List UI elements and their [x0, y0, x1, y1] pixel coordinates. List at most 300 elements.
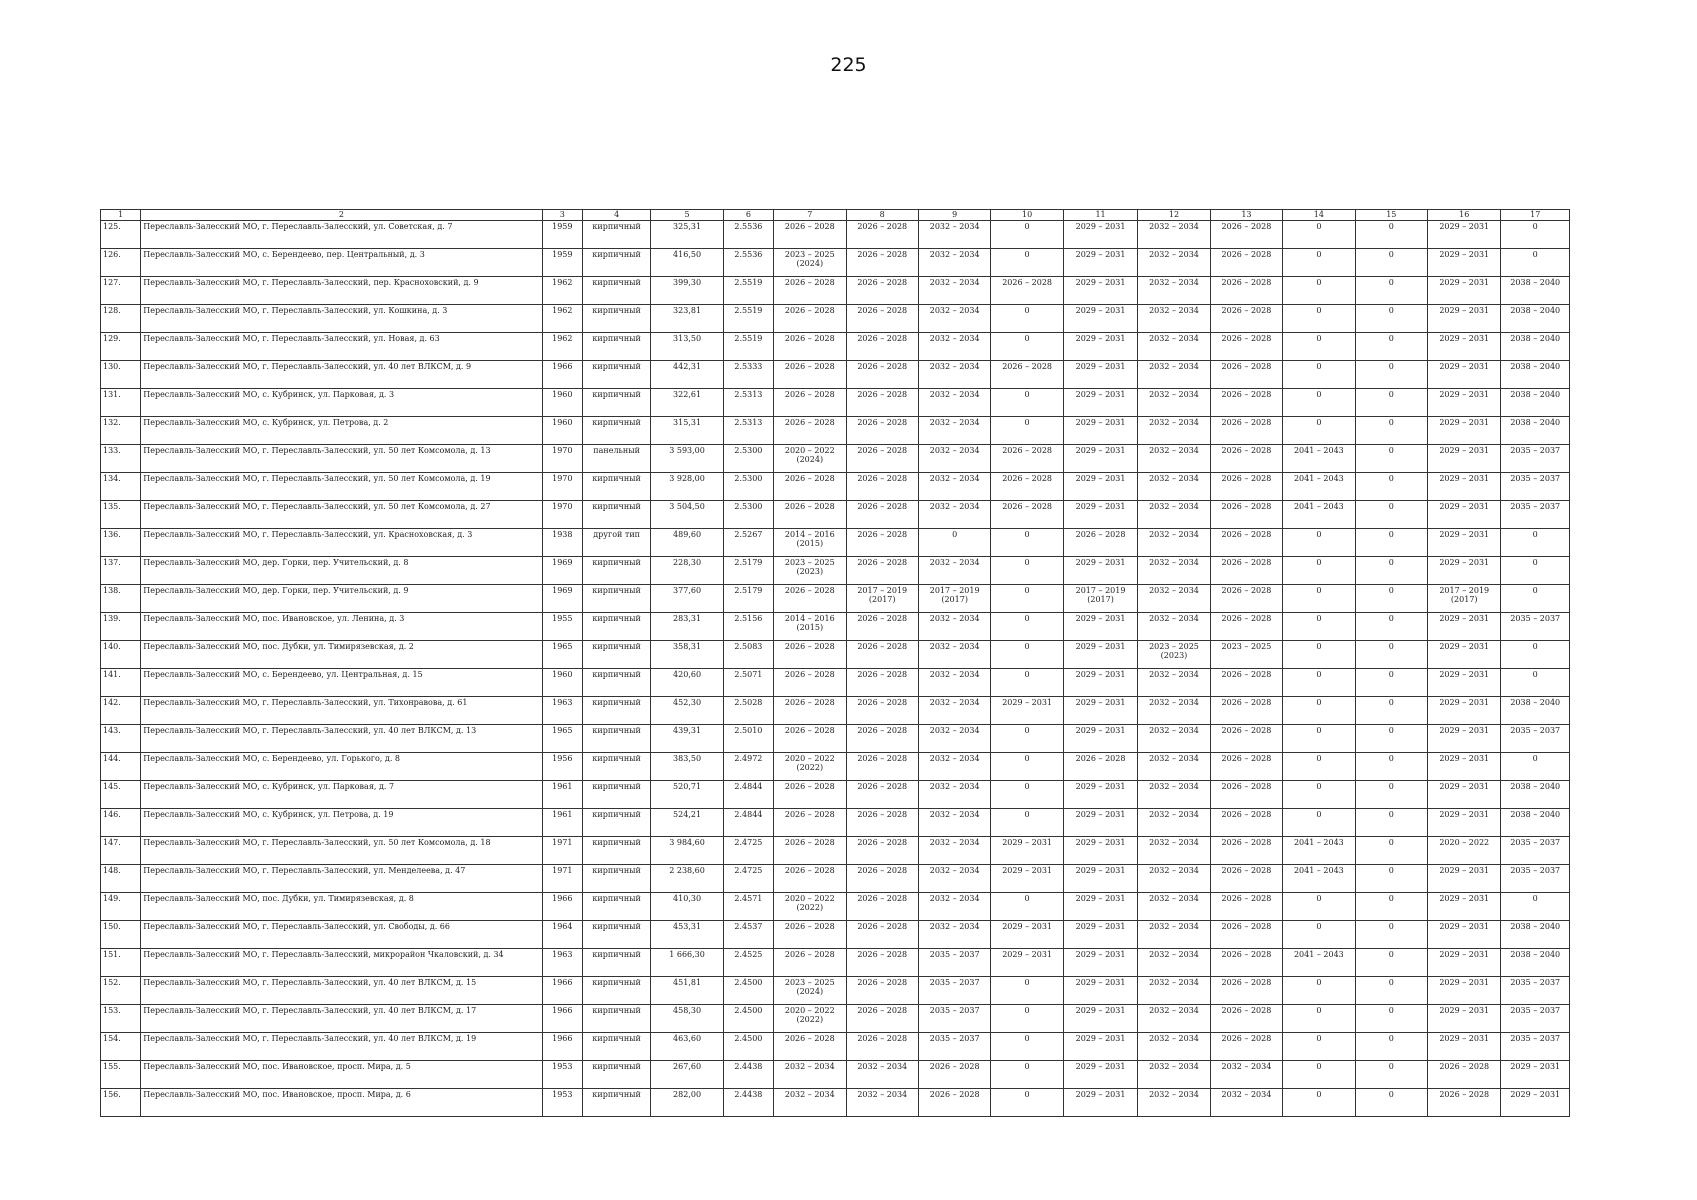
table-cell: 2035 – 2037 [1501, 725, 1570, 753]
table-cell: 2032 – 2034 [1138, 837, 1210, 865]
table-cell: кирпичный [582, 389, 650, 417]
actual-year-text: (2024) [796, 455, 824, 465]
table-cell: 2026 – 2028 [774, 221, 846, 249]
table-cell: 0 [991, 893, 1063, 921]
row-number-cell: 125. [101, 221, 141, 249]
table-cell: 2032 – 2034 [1138, 333, 1210, 361]
address-cell: Переславль-Залесский МО, г. Переславль-Залесский, пер. Красноховский, д. 9 [141, 277, 542, 305]
period-text: 2017 – 2019 [1439, 586, 1490, 595]
address-cell: Переславль-Залесский МО, пос. Ивановское, просп. Мира, д. 6 [141, 1089, 542, 1117]
table-cell: 2026 – 2028 [1210, 893, 1282, 921]
table-cell: 2026 – 2028 [774, 781, 846, 809]
table-cell: 1 666,30 [651, 949, 723, 977]
table-cell: 2026 – 2028 [846, 921, 918, 949]
table-cell: 2026 – 2028 [774, 641, 846, 669]
table-cell: 2029 – 2031 [1428, 893, 1501, 921]
table-cell: 2035 – 2037 [1501, 613, 1570, 641]
row-number-cell: 154. [101, 1033, 141, 1061]
table-cell: кирпичный [582, 781, 650, 809]
table-cell: 2041 – 2043 [1283, 473, 1355, 501]
row-number-cell: 134. [101, 473, 141, 501]
table-row [101, 417, 1570, 445]
table-cell: 2026 – 2028 [1210, 249, 1282, 277]
actual-year-text: (2017) [868, 595, 896, 605]
table-cell: 2026 – 2028 [1210, 445, 1282, 473]
address-cell: Переславль-Залесский МО, с. Кубринск, ул. Петрова, д. 2 [141, 417, 542, 445]
table-cell: 2032 – 2034 [1138, 1005, 1210, 1033]
table-cell: 1956 [542, 753, 582, 781]
table-cell: 2026 – 2028 [991, 361, 1063, 389]
address-cell: Переславль-Залесский МО, г. Переславль-Залесский, микрорайон Чкаловский, д. 34 [141, 949, 542, 977]
table-cell: 2026 – 2028 [1063, 529, 1137, 557]
table-cell: 2026 – 2028 [846, 557, 918, 585]
table-row [101, 781, 1570, 809]
table-cell: 2038 – 2040 [1501, 809, 1570, 837]
table-cell: 2032 – 2034 [918, 837, 990, 865]
table-cell: 2.5536 [723, 221, 773, 249]
table-cell: 0 [1283, 725, 1355, 753]
table-row [101, 725, 1570, 753]
table-cell: 524,21 [651, 809, 723, 837]
table-cell: кирпичный [582, 753, 650, 781]
table-cell: 0 [1355, 809, 1427, 837]
table-cell: 2032 – 2034 [774, 1061, 846, 1089]
table-cell: 1966 [542, 1005, 582, 1033]
table-cell: 2029 – 2031 [1063, 305, 1137, 333]
row-number-cell: 152. [101, 977, 141, 1005]
table-cell: 2026 – 2028 [1210, 809, 1282, 837]
table-cell: 2026 – 2028 [846, 417, 918, 445]
column-header-2: 2 [141, 210, 542, 221]
table-cell: 1962 [542, 277, 582, 305]
table-cell: 0 [1355, 1033, 1427, 1061]
table-cell: 0 [1283, 277, 1355, 305]
table-cell: 2032 – 2034 [1138, 1033, 1210, 1061]
actual-year-text: (2024) [796, 259, 824, 269]
table-row [101, 949, 1570, 977]
table-cell: 2026 – 2028 [774, 389, 846, 417]
table-cell: 2029 – 2031 [1063, 277, 1137, 305]
table-cell: 2026 – 2028 [1210, 221, 1282, 249]
table-cell: 2029 – 2031 [991, 949, 1063, 977]
table-cell: 2026 – 2028 [846, 837, 918, 865]
table-cell: 3 928,00 [651, 473, 723, 501]
table-cell: 2026 – 2028 [846, 221, 918, 249]
table-cell: 0 [991, 557, 1063, 585]
table-cell: 2035 – 2037 [1501, 501, 1570, 529]
table-cell: 2029 – 2031 [1063, 1089, 1137, 1117]
row-number-cell: 142. [101, 697, 141, 725]
table-cell: 1970 [542, 501, 582, 529]
table-cell: 2026 – 2028 [846, 781, 918, 809]
table-cell: 2.4537 [723, 921, 773, 949]
table-cell: 2029 – 2031 [1063, 221, 1137, 249]
table-row [101, 249, 1570, 277]
table-cell: 2032 – 2034 [918, 809, 990, 837]
table-row [101, 389, 1570, 417]
table-cell: 2041 – 2043 [1283, 837, 1355, 865]
table-cell: 0 [1355, 697, 1427, 725]
table-row [101, 753, 1570, 781]
table-cell: 2032 – 2034 [1138, 585, 1210, 613]
row-number-cell: 148. [101, 865, 141, 893]
table-row [101, 977, 1570, 1005]
table-row [101, 1089, 1570, 1117]
table-cell: 0 [1501, 221, 1570, 249]
table-cell: 2.5179 [723, 557, 773, 585]
table-cell: 2029 – 2031 [1428, 417, 1501, 445]
table-cell: 2032 – 2034 [918, 221, 990, 249]
table-cell: 2026 – 2028 [774, 669, 846, 697]
table-cell: панельный [582, 445, 650, 473]
table-cell: 451,81 [651, 977, 723, 1005]
table-cell: 2035 – 2037 [1501, 1005, 1570, 1033]
table-cell: 0 [991, 305, 1063, 333]
table-cell: 2026 – 2028 [846, 529, 918, 557]
table-cell: кирпичный [582, 249, 650, 277]
table-cell: 0 [1355, 361, 1427, 389]
actual-year-text: (2023) [796, 567, 824, 577]
table-cell: 2026 – 2028 [991, 277, 1063, 305]
table-cell: 0 [1283, 781, 1355, 809]
table-row [101, 221, 1570, 249]
table-cell: 0 [1501, 641, 1570, 669]
table-cell: 2035 – 2037 [918, 1033, 990, 1061]
table-cell: 2032 – 2034 [1138, 417, 1210, 445]
table-cell: 2029 – 2031 [1428, 333, 1501, 361]
table-cell: 1965 [542, 725, 582, 753]
table-cell: 0 [1355, 221, 1427, 249]
address-cell: Переславль-Залесский МО, с. Кубринск, ул. Парковая, д. 3 [141, 389, 542, 417]
table-cell [774, 557, 846, 585]
table-row [101, 305, 1570, 333]
table-cell: 2029 – 2031 [1428, 977, 1501, 1005]
address-cell: Переславль-Залесский МО, пос. Дубки, ул. Тимирязевская, д. 8 [141, 893, 542, 921]
table-cell: 2038 – 2040 [1501, 361, 1570, 389]
row-number-cell: 136. [101, 529, 141, 557]
actual-year-text: (2022) [796, 903, 824, 913]
table-cell [774, 893, 846, 921]
actual-year-text: (2024) [796, 987, 824, 997]
table-row [101, 557, 1570, 585]
table-cell: 2026 – 2028 [1210, 837, 1282, 865]
table-cell: 2029 – 2031 [1063, 361, 1137, 389]
address-cell: Переславль-Залесский МО, с. Берендеево, ул. Центральная, д. 15 [141, 669, 542, 697]
table-cell: 3 984,60 [651, 837, 723, 865]
table-cell [918, 585, 990, 613]
table-cell: 2026 – 2028 [774, 305, 846, 333]
actual-year-text: (2017) [1450, 595, 1478, 605]
table-cell: 0 [918, 529, 990, 557]
table-cell: 2032 – 2034 [1138, 445, 1210, 473]
table-cell: 0 [991, 725, 1063, 753]
table-cell: 2026 – 2028 [1210, 725, 1282, 753]
address-cell: Переславль-Залесский МО, г. Переславль-Залесский, ул. 50 лет Комсомола, д. 19 [141, 473, 542, 501]
table-cell: 1969 [542, 557, 582, 585]
table-cell: кирпичный [582, 613, 650, 641]
table-cell: 410,30 [651, 893, 723, 921]
table-cell: 2.4500 [723, 977, 773, 1005]
table-cell: 453,31 [651, 921, 723, 949]
table-cell: 2020 – 2022 [1428, 837, 1501, 865]
table-cell: 2026 – 2028 [846, 641, 918, 669]
table-cell: 2032 – 2034 [918, 501, 990, 529]
address-cell: Переславль-Залесский МО, г. Переславль-Залесский, ул. 40 лет ВЛКСМ, д. 17 [141, 1005, 542, 1033]
actual-year-text: (2023) [1160, 651, 1188, 661]
period-text: 2014 – 2016 [784, 614, 835, 623]
table-cell: 2029 – 2031 [1428, 697, 1501, 725]
table-cell: 2035 – 2037 [918, 1005, 990, 1033]
table-cell: 0 [1501, 585, 1570, 613]
table-cell: 2029 – 2031 [1501, 1089, 1570, 1117]
table-cell: 2.4844 [723, 809, 773, 837]
table-cell [774, 1005, 846, 1033]
table-cell: 2035 – 2037 [1501, 977, 1570, 1005]
table-cell: 2026 – 2028 [1210, 697, 1282, 725]
table-cell: кирпичный [582, 557, 650, 585]
table-cell: 2032 – 2034 [1138, 361, 1210, 389]
table-cell: 2026 – 2028 [774, 361, 846, 389]
table-cell: 2038 – 2040 [1501, 333, 1570, 361]
table-cell: 1959 [542, 249, 582, 277]
table-cell: 439,31 [651, 725, 723, 753]
table-cell: 2029 – 2031 [1063, 473, 1137, 501]
table-cell: 2032 – 2034 [1138, 949, 1210, 977]
table-cell: 2026 – 2028 [991, 501, 1063, 529]
page-number: 225 [830, 54, 867, 76]
table-cell: 2029 – 2031 [1063, 669, 1137, 697]
table-cell: кирпичный [582, 697, 650, 725]
row-number-cell: 133. [101, 445, 141, 473]
table-cell: 2026 – 2028 [846, 725, 918, 753]
table-cell: 383,50 [651, 753, 723, 781]
period-text: 2020 – 2022 [784, 446, 835, 455]
table-cell: 458,30 [651, 1005, 723, 1033]
period-text: 2023 – 2025 [784, 250, 835, 259]
table-cell: кирпичный [582, 333, 650, 361]
table-cell: 2029 – 2031 [1428, 949, 1501, 977]
table-cell: 2032 – 2034 [1138, 277, 1210, 305]
table-cell: 2026 – 2028 [1210, 557, 1282, 585]
column-header-7: 7 [774, 210, 846, 221]
table-cell [1138, 641, 1210, 669]
table-row [101, 585, 1570, 613]
table-cell: 0 [1501, 893, 1570, 921]
table-cell: 1953 [542, 1061, 582, 1089]
table-cell: 2032 – 2034 [1138, 809, 1210, 837]
table-cell: 1971 [542, 837, 582, 865]
table-cell: 0 [1355, 921, 1427, 949]
column-header-8: 8 [846, 210, 918, 221]
table-cell: 2032 – 2034 [1138, 865, 1210, 893]
column-header-15: 15 [1355, 210, 1427, 221]
table-cell: 2026 – 2028 [774, 1033, 846, 1061]
table-cell [774, 445, 846, 473]
table-cell: 2029 – 2031 [1428, 753, 1501, 781]
table-row [101, 613, 1570, 641]
table-cell: 2035 – 2037 [1501, 1033, 1570, 1061]
table-cell: 2032 – 2034 [1138, 221, 1210, 249]
period-text: 2020 – 2022 [784, 894, 835, 903]
table-cell: 2026 – 2028 [774, 865, 846, 893]
table-cell: 2.4438 [723, 1089, 773, 1117]
table-cell: 2026 – 2028 [774, 277, 846, 305]
table-cell: 2.5267 [723, 529, 773, 557]
column-header-4: 4 [582, 210, 650, 221]
table-cell: 2032 – 2034 [1138, 249, 1210, 277]
table-cell: 0 [1355, 949, 1427, 977]
table-cell: 2026 – 2028 [846, 893, 918, 921]
address-cell: Переславль-Залесский МО, г. Переславль-Залесский, ул. Тихонравова, д. 61 [141, 697, 542, 725]
table-cell: 2029 – 2031 [1063, 1033, 1137, 1061]
row-number-cell: 145. [101, 781, 141, 809]
table-cell: 322,61 [651, 389, 723, 417]
table-cell: 2029 – 2031 [1063, 557, 1137, 585]
table-row [101, 1005, 1570, 1033]
column-header-9: 9 [918, 210, 990, 221]
table-cell: 0 [1283, 417, 1355, 445]
table-cell: 2026 – 2028 [1210, 417, 1282, 445]
table-row [101, 333, 1570, 361]
table-cell: кирпичный [582, 473, 650, 501]
table-cell: 228,30 [651, 557, 723, 585]
table-cell: 0 [991, 249, 1063, 277]
table-cell: 489,60 [651, 529, 723, 557]
table-cell: 0 [991, 529, 1063, 557]
table-cell: 2032 – 2034 [918, 473, 990, 501]
row-number-cell: 135. [101, 501, 141, 529]
table-cell: кирпичный [582, 361, 650, 389]
table-cell: 1970 [542, 445, 582, 473]
table-row [101, 809, 1570, 837]
table-cell: 2026 – 2028 [1210, 361, 1282, 389]
table-cell: 0 [991, 977, 1063, 1005]
table-cell: 0 [1501, 249, 1570, 277]
row-number-cell: 141. [101, 669, 141, 697]
column-header-5: 5 [651, 210, 723, 221]
table-cell: 2032 – 2034 [846, 1061, 918, 1089]
table-row [101, 669, 1570, 697]
table-cell: 2029 – 2031 [1063, 641, 1137, 669]
table-cell: 2026 – 2028 [918, 1089, 990, 1117]
table-cell: 2023 – 2025 [1210, 641, 1282, 669]
table-cell: 2026 – 2028 [1210, 669, 1282, 697]
table-cell: 1961 [542, 781, 582, 809]
table-cell: 2.5300 [723, 445, 773, 473]
table-cell [774, 613, 846, 641]
table-cell: 1960 [542, 669, 582, 697]
table-row [101, 641, 1570, 669]
table-cell: кирпичный [582, 585, 650, 613]
table-row [101, 865, 1570, 893]
table-cell: 2.5028 [723, 697, 773, 725]
table-cell: 2032 – 2034 [1210, 1089, 1282, 1117]
table-cell: 0 [1355, 529, 1427, 557]
table-cell: 2032 – 2034 [1138, 557, 1210, 585]
table-cell: 1955 [542, 613, 582, 641]
table-cell: 377,60 [651, 585, 723, 613]
table-cell: 0 [1355, 585, 1427, 613]
table-cell: 2029 – 2031 [1063, 333, 1137, 361]
table-cell: 2032 – 2034 [918, 445, 990, 473]
table-cell: 0 [1501, 669, 1570, 697]
table-cell: 2.5313 [723, 389, 773, 417]
table-cell: 420,60 [651, 669, 723, 697]
table-cell: 2029 – 2031 [1428, 305, 1501, 333]
table-cell: 2026 – 2028 [1210, 613, 1282, 641]
table-cell: 2 238,60 [651, 865, 723, 893]
table-cell: 2029 – 2031 [1063, 417, 1137, 445]
table-cell: 2026 – 2028 [846, 249, 918, 277]
table-cell: 2026 – 2028 [846, 333, 918, 361]
table-cell: 0 [1355, 557, 1427, 585]
table-cell: кирпичный [582, 977, 650, 1005]
table-cell: 2026 – 2028 [774, 473, 846, 501]
actual-year-text: (2022) [796, 763, 824, 773]
table-cell: 2032 – 2034 [918, 613, 990, 641]
table-cell: 1938 [542, 529, 582, 557]
column-header-16: 16 [1428, 210, 1501, 221]
row-number-cell: 132. [101, 417, 141, 445]
row-number-cell: 129. [101, 333, 141, 361]
table-cell: 0 [1355, 753, 1427, 781]
table-cell: 358,31 [651, 641, 723, 669]
table-cell: кирпичный [582, 501, 650, 529]
table-cell: 2.4725 [723, 837, 773, 865]
table-cell: 2035 – 2037 [1501, 473, 1570, 501]
table-cell: 0 [1283, 641, 1355, 669]
table-cell: 1966 [542, 893, 582, 921]
table-cell: 2029 – 2031 [991, 837, 1063, 865]
row-number-cell: 155. [101, 1061, 141, 1089]
table-cell [774, 529, 846, 557]
table-cell: 2032 – 2034 [918, 865, 990, 893]
table-cell: 2032 – 2034 [1138, 305, 1210, 333]
table-cell: 2029 – 2031 [1428, 389, 1501, 417]
table-cell: 2029 – 2031 [1428, 921, 1501, 949]
table-cell: 2032 – 2034 [1138, 921, 1210, 949]
table-cell: 2029 – 2031 [991, 921, 1063, 949]
table-cell: 0 [1283, 669, 1355, 697]
row-number-cell: 131. [101, 389, 141, 417]
table-cell: кирпичный [582, 1033, 650, 1061]
table-cell: 2026 – 2028 [774, 725, 846, 753]
table-cell: 2035 – 2037 [1501, 865, 1570, 893]
table-cell: 0 [1283, 1061, 1355, 1089]
table-cell: 2029 – 2031 [1428, 501, 1501, 529]
table-row [101, 501, 1570, 529]
table-cell: 2026 – 2028 [846, 613, 918, 641]
table-cell: 315,31 [651, 417, 723, 445]
table-cell: 0 [991, 1005, 1063, 1033]
column-header-17: 17 [1501, 210, 1570, 221]
table-cell: 0 [1355, 417, 1427, 445]
housing-register-table [100, 209, 1570, 1117]
table-cell: 282,00 [651, 1089, 723, 1117]
table-cell: 2032 – 2034 [1210, 1061, 1282, 1089]
table-cell: 2.4725 [723, 865, 773, 893]
table-cell: 2032 – 2034 [918, 753, 990, 781]
row-number-cell: 140. [101, 641, 141, 669]
table-cell: кирпичный [582, 669, 650, 697]
table-cell: 2026 – 2028 [846, 361, 918, 389]
table-cell: 2032 – 2034 [1138, 1061, 1210, 1089]
table-cell: 2026 – 2028 [774, 921, 846, 949]
address-cell: Переславль-Залесский МО, г. Переславль-Залесский, ул. 50 лет Комсомола, д. 18 [141, 837, 542, 865]
table-cell: 2032 – 2034 [918, 641, 990, 669]
table-row [101, 473, 1570, 501]
column-header-11: 11 [1063, 210, 1137, 221]
